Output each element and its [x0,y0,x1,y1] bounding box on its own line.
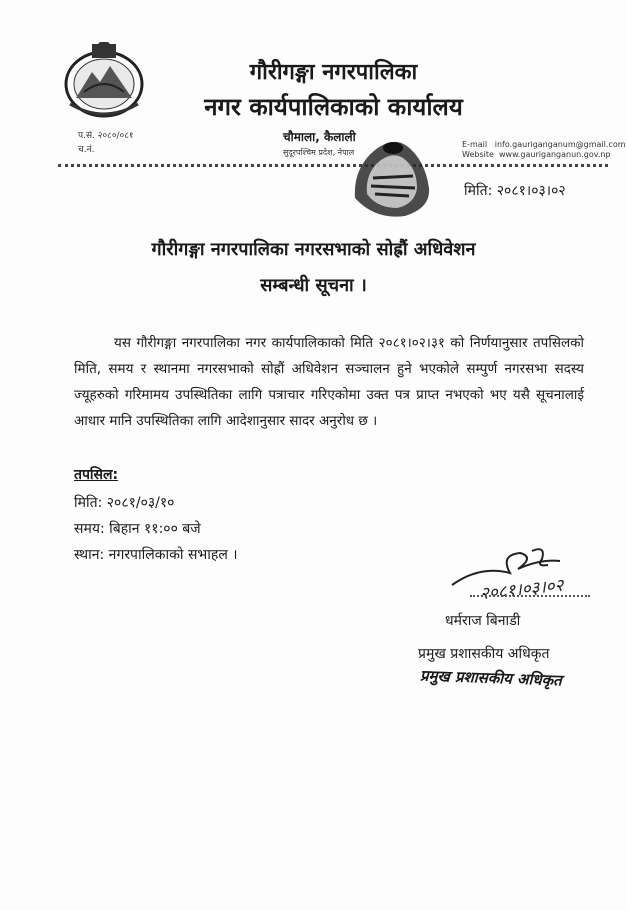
details-heading: तपसिल: [74,467,119,483]
header-divider [58,164,608,167]
meeting-venue: स्थान: नगरपालिकाको सभाहल । [74,547,238,563]
meeting-date: मिति: २०८१/०३/१० [74,495,175,511]
website-value: www.gauriganganun.gov.np [498,150,611,159]
office-name: नगर कार्यपालिकाको कार्यालय [204,92,463,121]
signature-line [470,595,590,597]
email-label: E-mail [462,140,488,149]
address-line-2: सुदूरपश्चिम प्रदेश, नेपाल [283,148,355,157]
designation-seal: प्रमुख प्रशासकीय अधिकृत [419,666,563,690]
meeting-time: समय: बिहान ११:०० बजे [74,521,201,537]
notice-subtitle: सम्बन्धी सूचना । [260,275,367,296]
municipality-name: गौरीगङ्गा नगरपालिका [249,59,418,85]
reference-number: प.सं. २०८०/०८१ [78,131,134,141]
website-label: Website [462,150,494,159]
email-contact [462,140,626,149]
officer-designation: प्रमुख प्रशासकीय अधिकृत [418,646,550,662]
office-stamp-icon [345,128,441,224]
website-contact [462,150,611,159]
address-line-1: चौमाला, कैलाली [283,130,356,144]
notice-title: गौरीगङ्गा नगरपालिका नगरसभाको सोह्रौं अधिवेशन [151,239,476,260]
notice-date: मिति: २०८१।०३।०२ [464,183,566,199]
dispatch-number: च.नं. [78,145,95,155]
officer-name: धर्मराज बिनाडी [445,613,521,629]
handwritten-date: २०८१।०३।०२ [479,575,565,605]
notice-body: यस गौरीगङ्गा नगरपालिका नगर कार्यपालिकाको मिति २०८१।०२।३१ को निर्णयानुसार तपसिलको मिति, समय र स्थानमा नगरसभाको सोह्रौं अधिवेशन सञ्चालन हुने भएकोले सम्पुर्ण नगरसभा सदस्य ज्यूहरुको गरिमामय उपस्थितिका लागि पत्राचार गरिएकोमा उक्त पत्र प्राप्त नभएको भए यसै सूचनालाई आधार मानि उपस्थितिका लागि आदेशानुसार सादर अनुरोध छ । [74,335,584,429]
email-value: info.gauriganganum@gmail.com [494,140,626,149]
